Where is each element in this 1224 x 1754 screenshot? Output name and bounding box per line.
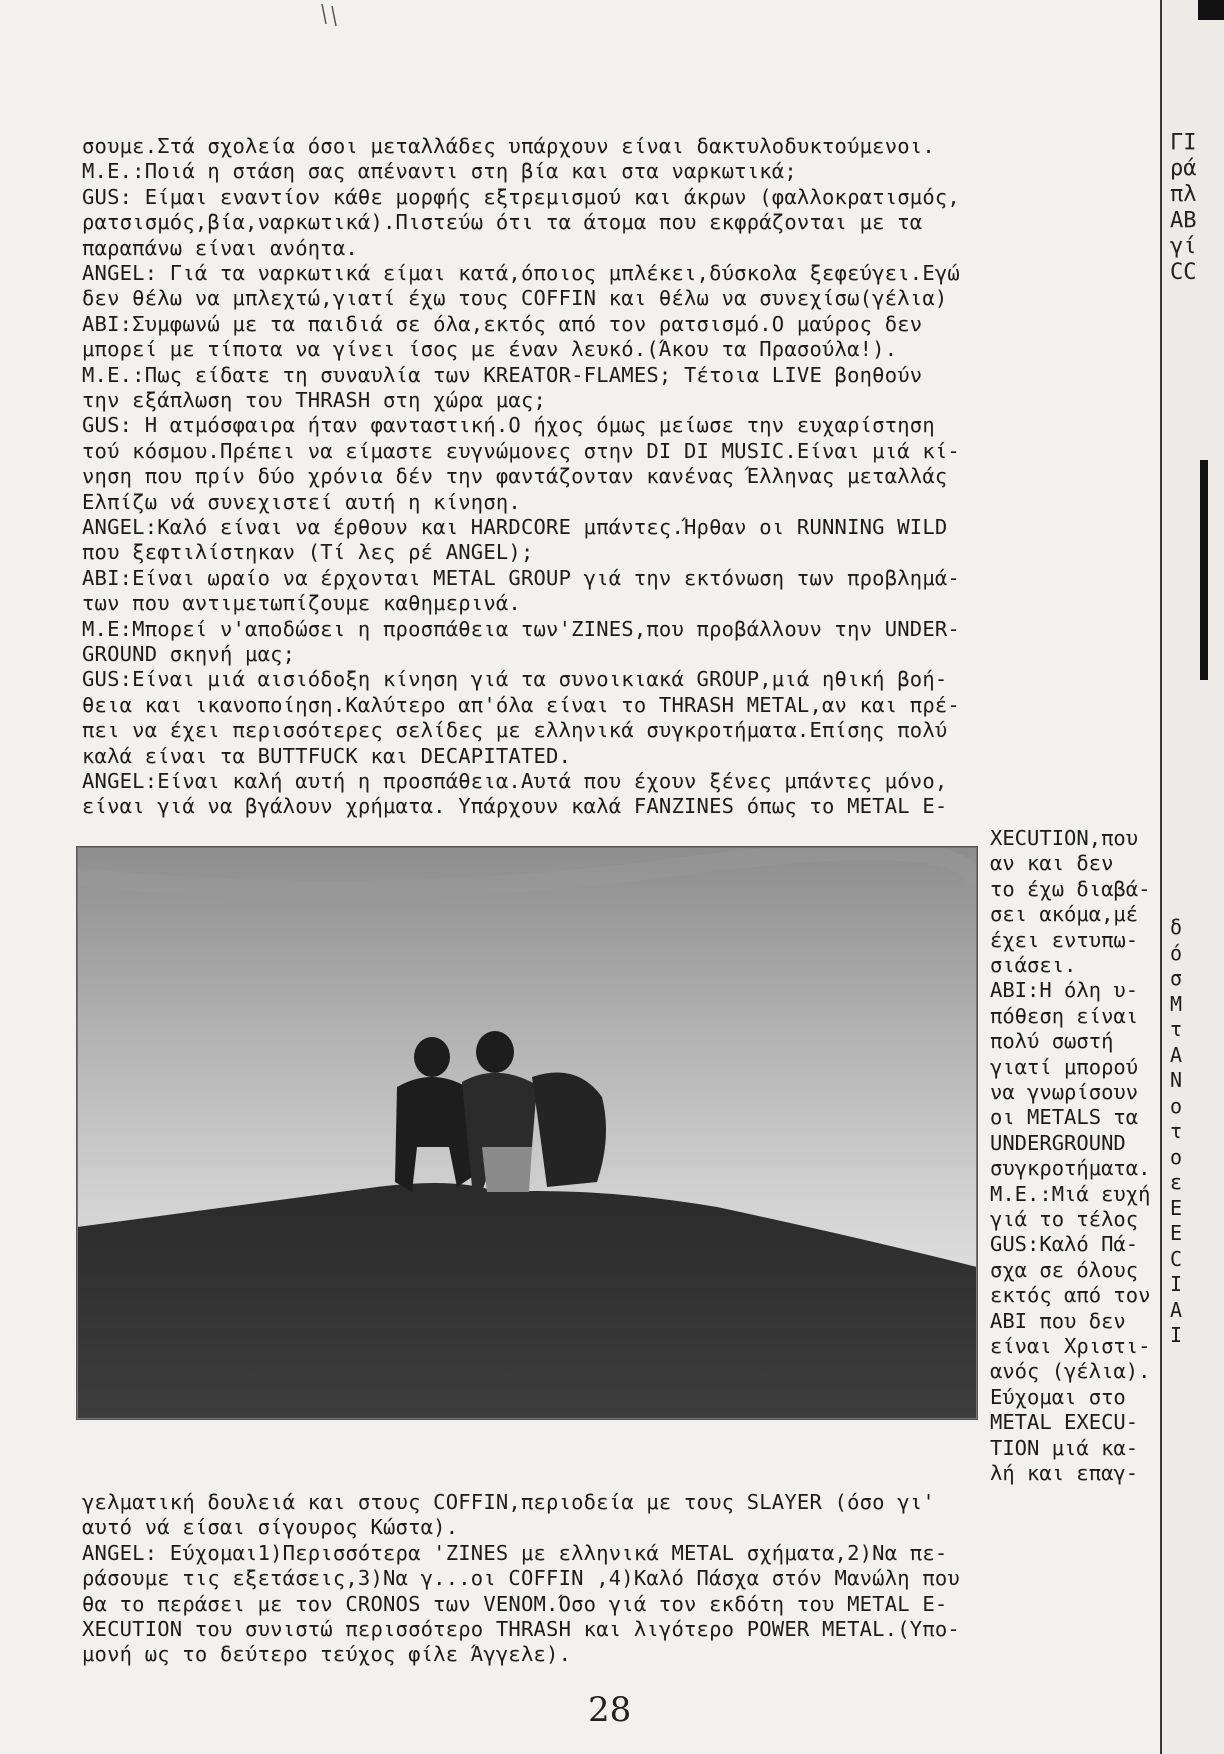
text-line: GROUND σκηνή μας; (82, 642, 296, 666)
text-line: που ξεφτιλίστηκαν (Τί λες ρέ ANGEL); (82, 540, 534, 565)
text-line: XECUTION του συνιστώ περισσότερο THRASH και λιγότερο POWER METAL.(Υπο- (82, 1617, 960, 1641)
text-line: γιατί μπορού (990, 1054, 1139, 1079)
edge-text: Ε (1170, 1195, 1183, 1220)
edge-text: ο (1170, 1093, 1183, 1118)
band-photo (76, 846, 978, 1420)
edge-text: Ι (1170, 1323, 1183, 1347)
text-line: των που αντιμετωπίζουμε καθημερινά. (82, 591, 521, 616)
text-line: GUS: Η ατμόσφαιρα ήταν φανταστική.Ο ήχος όμως μείωσε την ευχαρίστηση (82, 413, 935, 438)
edge-text: ό (1170, 940, 1183, 965)
text-line: έχει εντυπω- (990, 927, 1139, 952)
adjacent-page-edge (1160, 0, 1224, 1754)
text-line: γιά το τέλος (990, 1207, 1139, 1231)
text-line: σχα σε όλους (990, 1257, 1139, 1282)
text-line: ανός (γέλια). (990, 1359, 1151, 1384)
edge-text: ο (1170, 1144, 1183, 1169)
text-line: το έχω διαβά- (990, 876, 1151, 901)
text-line: θεια και ικανοποίηση.Καλύτερο απ'όλα είναι το THRASH METAL,αν και πρέ- (82, 692, 960, 717)
text-line: σιάσει. (990, 953, 1077, 977)
text-line: σουμε.Στά σχολεία όσοι μεταλλάδες υπάρχουν είναι δακτυλοδυκτούμενοι. (82, 134, 935, 158)
text-line: TION μιά κα- (990, 1435, 1139, 1460)
text-line: GUS:Καλό Πά- (990, 1232, 1139, 1257)
edge-text: τ (1170, 1119, 1183, 1143)
text-line: να γνωρίσουν (990, 1080, 1139, 1104)
text-line: ABI:Συμφωνώ με τα παιδιά σε όλα,εκτός από τον ρατσισμό.Ο μαύρος δεν (82, 311, 923, 336)
edge-text: ΑΒ (1170, 208, 1197, 233)
text-line: ρατσισμός,βία,ναρκωτικά).Πιστεύω ότι τα άτομα που εκφράζονται με τα (82, 210, 923, 235)
text-line: GUS: Είμαι εναντίον κάθε μορφής εξτρεμισμού και άκρων (φαλλοκρατισμός, (82, 184, 960, 209)
edge-text: γί (1170, 234, 1197, 259)
text-line: ράσουμε τις εξετάσεις,3)Να γ...οι COFFIN ,4)Καλό Πάσχα στόν Μανώλη που (82, 1566, 960, 1591)
text-line: πολύ σωστή (990, 1029, 1114, 1054)
edge-text: ΓΙ (1170, 130, 1197, 155)
text-line: είναι Χριστι- (990, 1334, 1151, 1358)
text-line: ABI:Είναι ωραίο να έρχονται METAL GROUP γιά την εκτόνωση των προβλημά- (82, 565, 960, 590)
text-line: πει να έχει περισσότερες σελίδες με ελληνικά συγκροτήματα.Επίσης πολύ (82, 718, 948, 743)
text-line: Εύχομαι στο (990, 1384, 1126, 1409)
edge-text: τ (1170, 1017, 1183, 1041)
text-line: ANGEL: Εύχομαι1)Περισσότερα 'ZINES με ελληνικά METAL σχήματα,2)Να πε- (82, 1540, 948, 1565)
edge-text: δ (1170, 915, 1183, 939)
pen-scratch-mark (318, 2, 348, 28)
text-line: μπορεί με τίποτα να γίνει ίσος με έναν λευκό.(Άκου τα Πρασούλα!). (82, 337, 898, 362)
edge-text: C (1170, 1246, 1183, 1271)
text-line: αυτό νά είσαι σίγουρος Κώστα). (82, 1515, 459, 1540)
edge-text: πλ (1170, 182, 1197, 207)
text-line: ANGEL: Γιά τα ναρκωτικά είμαι κατά,όποιος μπλέκει,δύσκολα ξεφεύγει.Εγώ (82, 261, 960, 285)
text-line: δεν θέλω να μπλεχτώ,γιατί έχω τους COFFIN και θέλω να συνεχίσω(γέλια) (82, 286, 948, 311)
text-line: τού κόσμου.Πρέπει να είμαστε ευγνώμονες στην DI DI MUSIC.Είναι μιά κί- (82, 438, 960, 463)
text-line: ANGEL:Είναι καλή αυτή η προσπάθεια.Αυτά που έχουν ξένες μπάντες μόνο, (82, 769, 948, 793)
adjacent-page-text-bottom (1170, 915, 1220, 1349)
text-line: Μ.Ε.:Ποιά η στάση σας απέναντι στη βία και στα ναρκωτικά; (82, 159, 797, 184)
vertical-bar-mark (1200, 460, 1208, 680)
edge-text: Ε (1170, 1221, 1183, 1245)
text-line: Μ.Ε.:Πως είδατε τη συναυλία των KREATOR-FLAMES; Τέτοια LIVE βοηθούν (82, 362, 923, 387)
text-line: πόθεση είναι (990, 1003, 1139, 1028)
edge-text: σ (1170, 966, 1183, 990)
edge-text: Α (1170, 1297, 1183, 1322)
text-line: καλά είναι τα BUTTFUCK και DECAPITATED. (82, 743, 572, 768)
text-line: Μ.Ε.:Μιά ευχή (990, 1181, 1151, 1206)
dark-corner (1198, 0, 1224, 20)
text-line: παραπάνω είναι ανόητα. (82, 235, 358, 260)
adjacent-page-text-top (1170, 130, 1220, 286)
text-line: XECUTION,που (990, 826, 1139, 850)
text-line: συγκροτήματα. (990, 1156, 1151, 1181)
text-line: μονή ως το δεύτερο τεύχος φίλε Άγγελε). (82, 1642, 572, 1667)
text-line: εκτός από τον (990, 1283, 1151, 1308)
text-line: αν και δεν (990, 851, 1114, 876)
page-number: 28 (588, 1690, 632, 1730)
text-line: γελματική δουλειά και στους COFFIN,περιοδεία με τους SLAYER (όσο γι' (82, 1490, 935, 1514)
text-line: Μ.Ε:Μπορεί ν'αποδώσει η προσπάθεια των'ZINES,που προβάλλουν την UNDER- (82, 616, 960, 641)
text-line: Ελπίζω νά συνεχιστεί αυτή η κίνηση. (82, 489, 521, 514)
edge-text: CC (1170, 260, 1197, 285)
edge-text: Ι (1170, 1272, 1183, 1296)
text-line: την εξάπλωση του THRASH στη χώρα μας; (82, 388, 547, 412)
text-line: νηση που πρίν δύο χρόνια δέν την φαντάζονταν κανένας Έλληνας μεταλλάς (82, 464, 948, 489)
text-line: ABI:Η όλη υ- (990, 978, 1139, 1003)
text-line: ANGEL:Καλό είναι να έρθουν και HARDCORE μπάντες.Ήρθαν οι RUNNING WILD (82, 515, 948, 539)
text-line: θα το περάσει με τον CRONOS των VENOM.Όσο γιά τον εκδότη του METAL E- (82, 1591, 948, 1616)
edge-text: ρά (1170, 156, 1197, 181)
edge-text: Ν (1170, 1068, 1183, 1092)
edge-text: Μ (1170, 991, 1183, 1016)
text-line: GUS:Είναι μιά αισιόδοξη κίνηση γιά τα συνοικιακά GROUP,μιά ηθική βοή- (82, 667, 948, 692)
text-line: σει ακόμα,μέ (990, 902, 1139, 927)
text-line: METAL EXECU- (990, 1410, 1139, 1435)
text-line: λή και επαγ- (990, 1461, 1139, 1485)
text-line: UNDERGROUND (990, 1130, 1126, 1155)
text-line: οι METALS τα (990, 1105, 1139, 1130)
text-line: ABI που δεν (990, 1308, 1126, 1333)
text-line: είναι γιά να βγάλουν χρήματα. Υπάρχουν καλά FANZINES όπως το METAL E- (82, 794, 948, 819)
edge-text: Α (1170, 1042, 1183, 1067)
edge-text: ε (1170, 1170, 1183, 1194)
